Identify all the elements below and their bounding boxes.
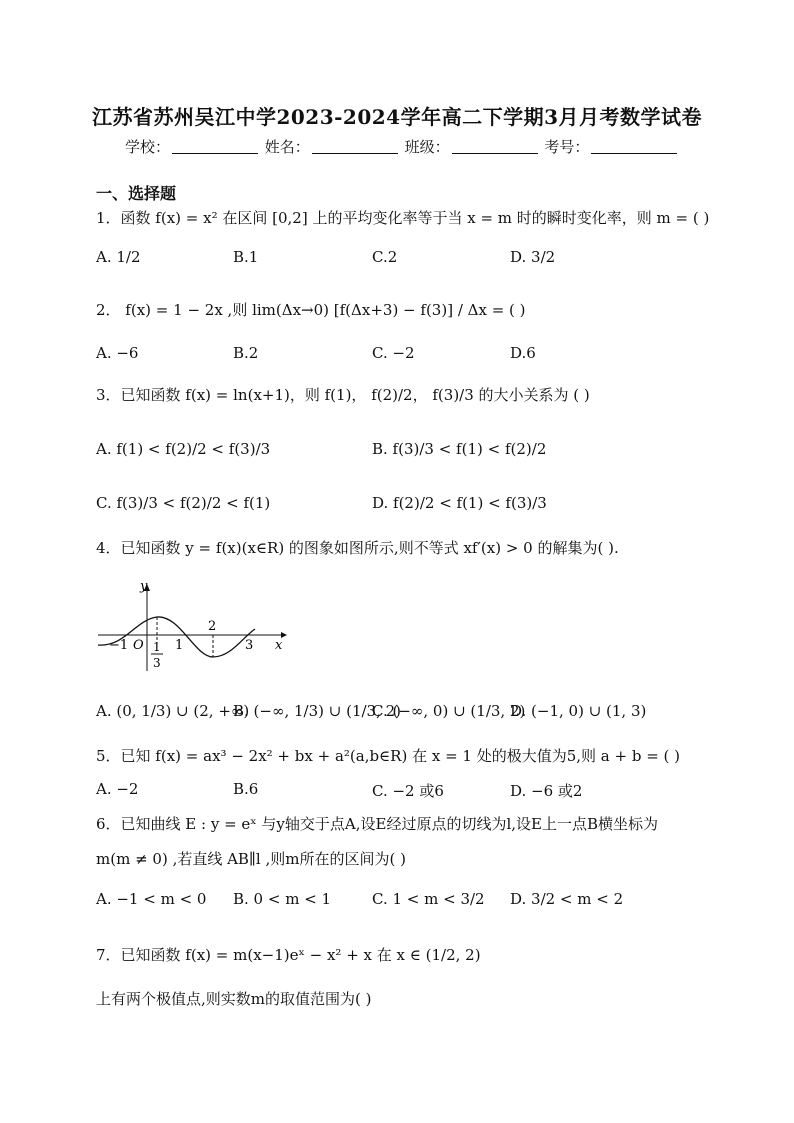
label-x: x xyxy=(275,638,283,653)
question-4-text: 4．已知函数 y = f(x)(x∈R) 的图象如图所示,则不等式 xf′(x) > 0 的解集为( ). xyxy=(96,539,619,557)
q5-option-a: A. −2 xyxy=(96,780,139,798)
q3-option-c: C. f(3)/3 < f(2)/2 < f(1) xyxy=(96,494,271,512)
q3-option-a: A. f(1) < f(2)/2 < f(3)/3 xyxy=(96,440,271,458)
label-third-numerator: 1 xyxy=(153,640,161,654)
q5-option-c: C. −2 或6 xyxy=(372,782,444,800)
q2-option-c: C. −2 xyxy=(372,344,415,362)
question-7-line-2: 上有两个极值点,则实数m的取值范围为( ) xyxy=(96,990,372,1008)
q4-option-b: B. (−∞, 1/3) ∪ (1/3, 2) xyxy=(233,702,402,720)
q4-option-d: D. (−1, 0) ∪ (1, 3) xyxy=(510,702,647,720)
q6-option-c: C. 1 < m < 3/2 xyxy=(372,890,485,908)
label-origin: O xyxy=(133,638,144,653)
question-7-line-1: 7．已知函数 f(x) = m(x−1)eˣ − x² + x 在 x ∈ (1/2, 2) xyxy=(96,946,481,964)
label-three: 3 xyxy=(245,638,254,653)
q2-option-a: A. −6 xyxy=(96,344,139,362)
q1-option-a: A. 1/2 xyxy=(96,248,141,266)
info-school-blank xyxy=(172,139,258,154)
info-id-blank xyxy=(591,139,677,154)
info-class-label: 班级： xyxy=(404,138,450,156)
info-school-label: 学校： xyxy=(125,138,171,156)
q4-option-a: A. (0, 1/3) ∪ (2, +∞) xyxy=(96,702,250,720)
label-neg-one: −1 xyxy=(109,638,129,653)
q5-option-b: B.6 xyxy=(233,780,259,798)
question-1-text: 1．函数 f(x) = x² 在区间 [0,2] 上的平均变化率等于当 x = m 时的瞬时变化率，则 m = ( ) xyxy=(96,209,710,227)
question-3-text: 3．已知函数 f(x) = ln(x+1)，则 f(1)， f(2)/2， f(3)/3 的大小关系为 ( ) xyxy=(96,386,590,404)
question-6-line-2: m(m ≠ 0) ,若直线 AB∥l ,则m所在的区间为( ) xyxy=(96,850,406,868)
info-class-blank xyxy=(452,139,538,154)
q4-option-c: C. (−∞, 0) ∪ (1/3, 2) xyxy=(372,702,526,720)
question-2-text: 2． f(x) = 1 − 2x ,则 lim(Δx→0) [f(Δx+3) − f(3)] / Δx = ( ) xyxy=(96,301,526,319)
question-6-line-1: 6．已知曲线 E : y = eˣ 与y轴交于点A,设E经过原点的切线为l,设E上一点B横坐标为 xyxy=(96,815,658,833)
info-name-blank xyxy=(312,139,398,154)
q1-option-d: D. 3/2 xyxy=(510,248,556,266)
question-5-text: 5．已知 f(x) = ax³ − 2x² + bx + a²(a,b∈R) 在 x = 1 处的极大值为5,则 a + b = ( ) xyxy=(96,747,681,765)
q6-option-b: B. 0 < m < 1 xyxy=(233,890,332,908)
q2-option-b: B.2 xyxy=(233,344,259,362)
label-one: 1 xyxy=(175,638,184,653)
q1-option-c: C.2 xyxy=(372,248,398,266)
label-third-denominator: 3 xyxy=(153,656,161,670)
function-graph xyxy=(95,575,295,675)
section-heading: 一、选择题 xyxy=(96,184,177,203)
q3-option-b: B. f(3)/3 < f(1) < f(2)/2 xyxy=(372,440,547,458)
q6-option-a: A. −1 < m < 0 xyxy=(96,890,207,908)
q3-option-d: D. f(2)/2 < f(1) < f(3)/3 xyxy=(372,494,547,512)
label-y: y xyxy=(140,579,148,594)
q1-option-b: B.1 xyxy=(233,248,259,266)
q5-option-d: D. −6 或2 xyxy=(510,782,583,800)
info-id-label: 考号： xyxy=(544,138,590,156)
q2-option-d: D.6 xyxy=(510,344,536,362)
q6-option-d: D. 3/2 < m < 2 xyxy=(510,890,624,908)
student-info-line xyxy=(125,136,679,157)
label-two: 2 xyxy=(208,619,217,634)
page-title: 江苏省苏州吴江中学2023-2024学年高二下学期3月月考数学试卷 xyxy=(91,105,703,129)
info-name-label: 姓名： xyxy=(264,138,310,156)
